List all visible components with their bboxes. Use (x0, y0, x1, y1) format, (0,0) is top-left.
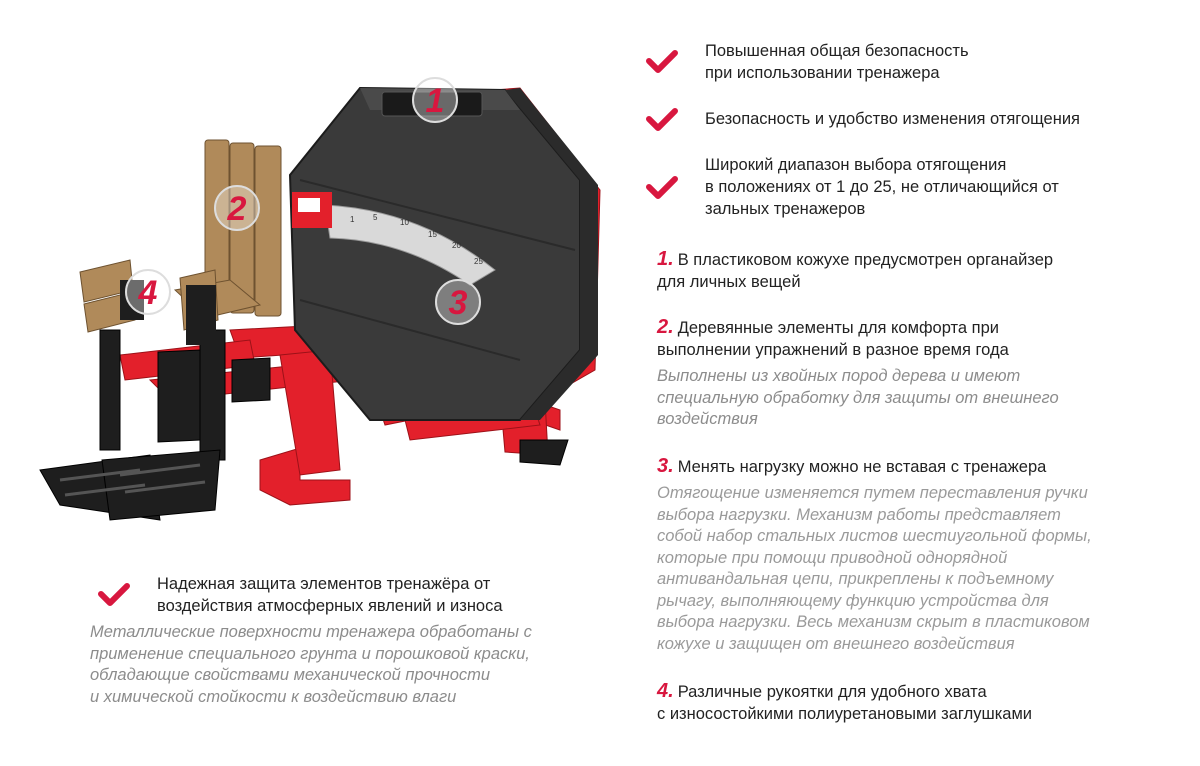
item-number: 2. (657, 316, 674, 338)
item-3: 3. Менять нагрузку можно не вставая с тренажера (657, 455, 1047, 477)
checkmark-icon (645, 106, 679, 134)
feature-weight-range: Широкий диапазон выбора отягощения в положениях от 1 до 25, не отличающийся от зальных тренажеров (705, 156, 1059, 218)
svg-text:10: 10 (400, 218, 409, 227)
item-number: 4. (657, 680, 674, 702)
svg-text:4: 4 (138, 274, 158, 312)
marker-3[interactable] (428, 272, 488, 332)
svg-text:2: 2 (227, 190, 247, 228)
markers-layer (0, 0, 640, 560)
item-number: 3. (657, 455, 674, 477)
svg-text:20: 20 (452, 241, 461, 250)
item-1: 1. В пластиковом кожухе предусмотрен органайзер для личных вещей (657, 248, 1054, 291)
item-2-description: Выполнены из хвойных пород дерева и имеют специальную обработку для защиты от внешнего воздействия (657, 367, 1059, 428)
svg-text:1: 1 (425, 82, 445, 120)
checkmark-icon (645, 48, 679, 76)
svg-text:1: 1 (350, 215, 355, 224)
svg-text:15: 15 (428, 230, 437, 239)
marker-4[interactable] (118, 262, 178, 322)
marker-1[interactable] (405, 70, 465, 130)
feature-weight-change: Безопасность и удобство изменения отягощения (705, 110, 1080, 128)
item-4: 4. Различные рукоятки для удобного хвата с износостойкими полиуретановыми заглушками (657, 680, 1033, 723)
checkmark-icon (97, 581, 131, 609)
feature-protection-description: Металлические поверхности тренажера обработаны с применение специального грунта и порошковой краски, обладающие свойствами механической прочности и химической стойкости к воздействию влаги (90, 623, 532, 706)
item-2: 2. Деревянные элементы для комфорта при выполнении упражнений в разное время года (657, 316, 1009, 359)
feature-safety: Повышенная общая безопасность при использовании тренажера (705, 42, 969, 82)
svg-text:25: 25 (474, 257, 483, 266)
item-number: 1. (657, 248, 674, 270)
item-3-description: Отягощение изменяется путем переставления ручки выбора нагрузки. Механизм работы представляет собой набор стальных листов шестиугольной формы, которые при помощи приводной однорядной антивандальная цепи, прикреплены к подъемному рычагу, выполняющему функцию устройства для выбора нагрузки. Весь механизм скрыт в пластиковом кожухе и защищен от внешнего воздействия (657, 484, 1092, 653)
svg-text:3: 3 (448, 284, 468, 322)
svg-text:5: 5 (373, 213, 378, 222)
feature-protection: Надежная защита элементов тренажёра от воздействия атмосферных явлений и износа (157, 575, 503, 615)
marker-2[interactable] (207, 178, 267, 238)
checkmark-icon (645, 174, 679, 202)
